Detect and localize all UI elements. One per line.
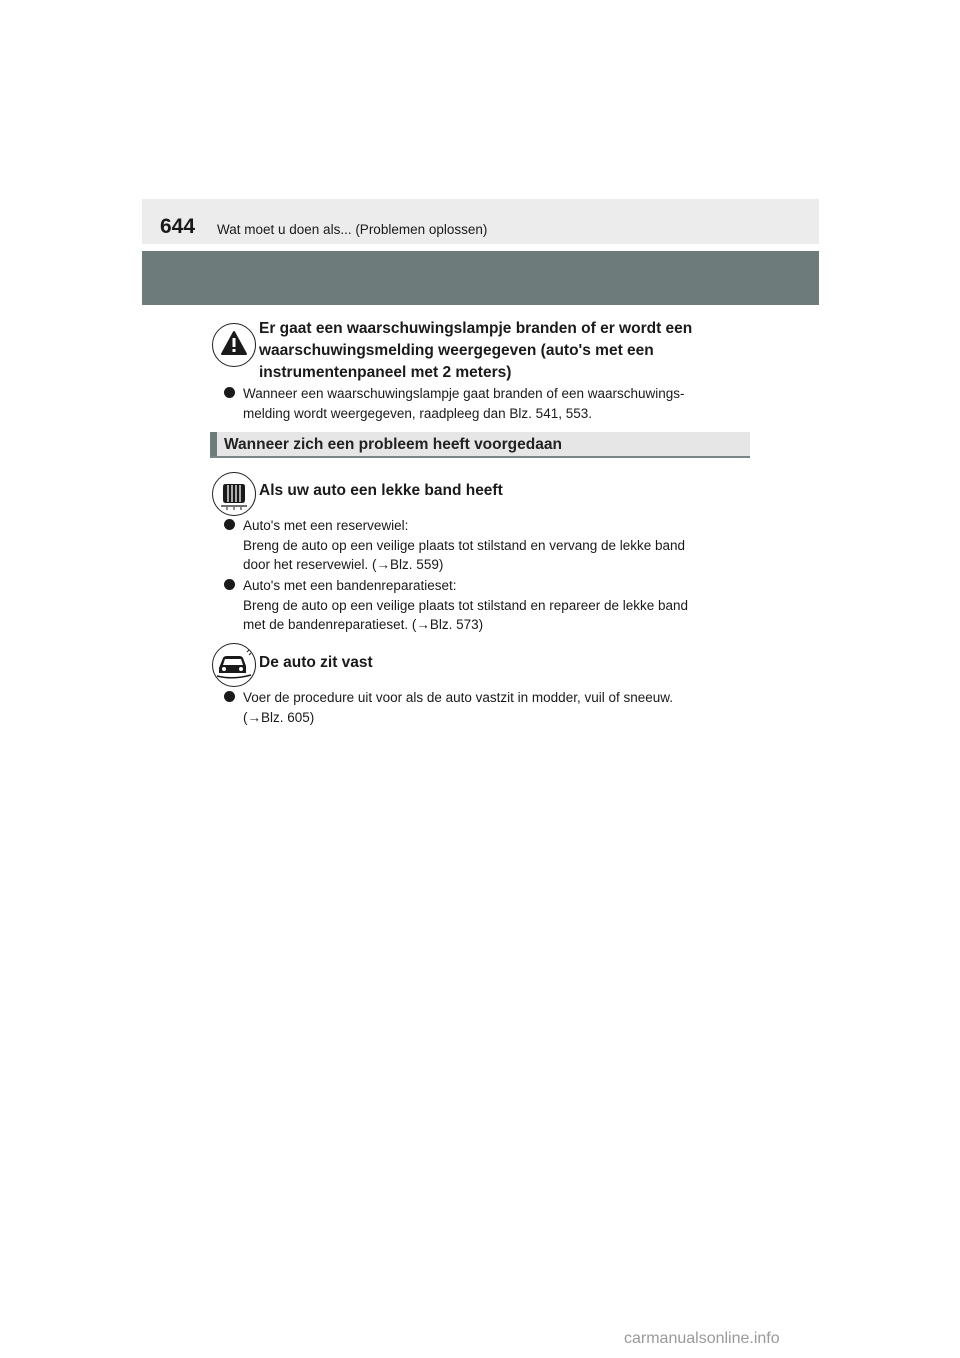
bullet-line: Auto's met een bandenreparatieset: [243, 578, 457, 593]
subheader-accent [210, 432, 217, 456]
flat-tire-heading: Als uw auto een lekke band heeft [259, 482, 503, 499]
subheader-title: Wanneer zich een probleem heeft voorgedaan [224, 436, 562, 453]
heading-line: waarschuwingsmelding weergegeven (auto's met een [259, 342, 654, 359]
bullet-line: Breng de auto op een veilige plaats tot stilstand en repareer de lekke band [243, 597, 689, 613]
bullet-line: Wanneer een waarschuwingslampje gaat branden of een waarschuwings- [243, 386, 685, 401]
subheader-box [210, 432, 750, 458]
bullet-line: Auto's met een reservewiel: [243, 518, 409, 533]
warning-triangle-icon [212, 323, 256, 367]
bullet-line: met de bandenreparatieset. (→Blz. 573) [243, 617, 484, 632]
bullet-text [243, 688, 746, 727]
page-number: 644 [160, 215, 196, 238]
stuck-car-icon [212, 643, 256, 687]
bullet-line: melding wordt weergegeven, raadpleeg dan Blz. 541, 553. [243, 405, 592, 421]
bullet-dot [224, 579, 235, 590]
warning-section-heading [259, 318, 746, 384]
section-band [142, 251, 819, 305]
bullet-line: door het reservewiel. (→Blz. 559) [243, 557, 444, 572]
bullet-line: (→Blz. 605) [243, 709, 315, 725]
flat-tire-icon [212, 472, 256, 516]
bullet-line: Breng de auto op een veilige plaats tot stilstand en vervang de lekke band [243, 537, 686, 553]
bullet-text [243, 516, 746, 575]
bullet-dot [224, 387, 235, 398]
chapter-title: Wat moet u doen als... (Problemen oplossen) [217, 222, 488, 237]
bullet-dot [224, 691, 235, 702]
bullet-dot [224, 519, 235, 530]
bullet-text [243, 384, 746, 423]
heading-line: Er gaat een waarschuwingslampje branden of er wordt een [259, 320, 693, 337]
watermark: carmanualsonline.info [624, 1330, 780, 1347]
bullet-line: Voer de procedure uit voor als de auto vastzit in modder, vuil of sneeuw. [243, 690, 674, 705]
bullet-text [243, 576, 746, 635]
heading-line: instrumentenpaneel met 2 meters) [259, 364, 512, 381]
stuck-car-heading: De auto zit vast [259, 654, 373, 671]
